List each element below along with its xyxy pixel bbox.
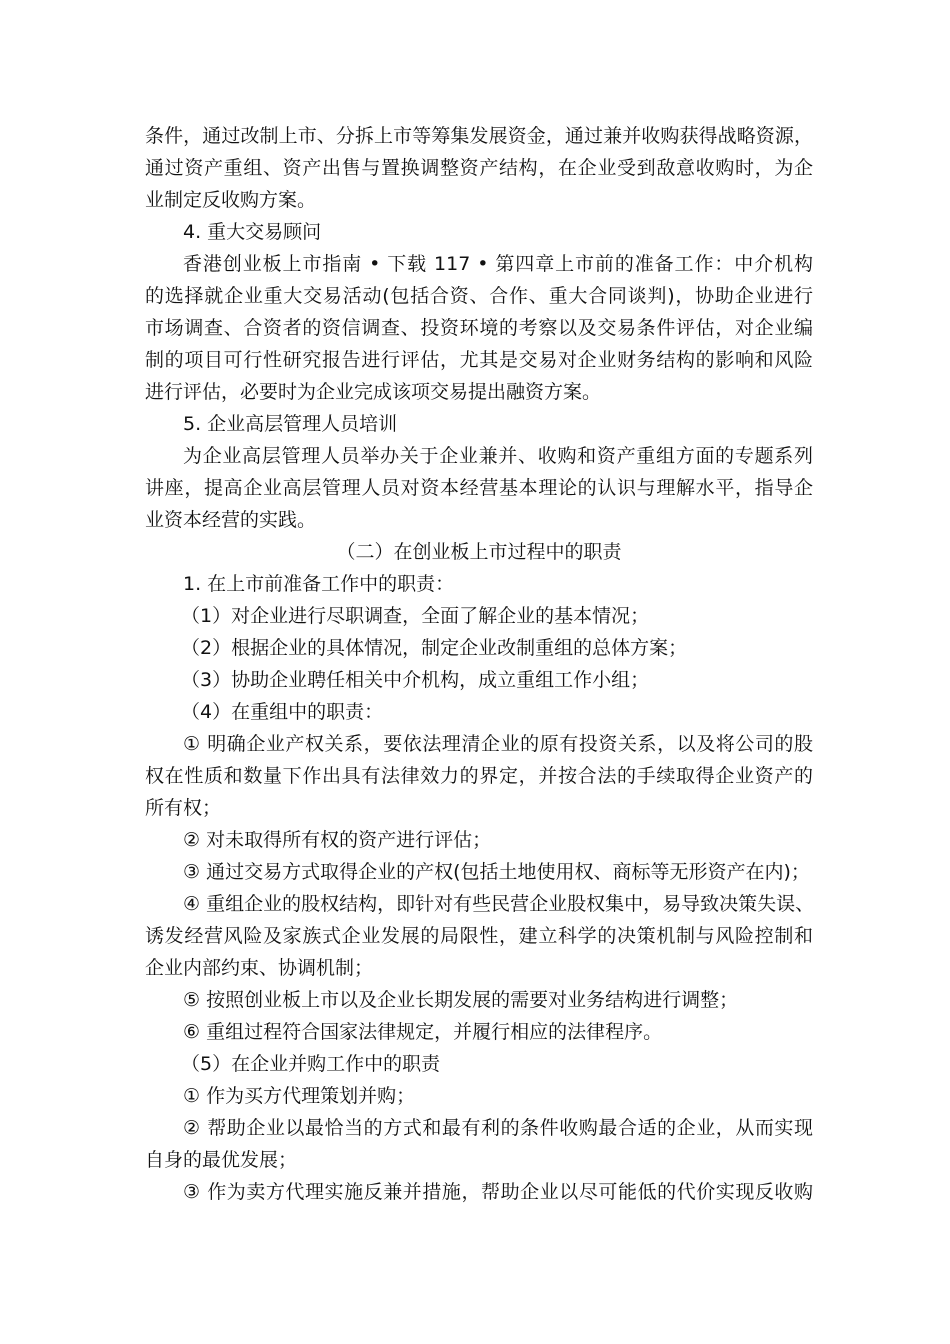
paragraph-line: 条件，通过改制上市、分拆上市等筹集发展资金，通过兼并收购获得战略资源， [145, 125, 813, 147]
list-item: ③ 通过交易方式取得企业的产权(包括土地使用权、商标等无形资产在内)； [183, 861, 810, 883]
paragraph-line: 讲座，提高企业高层管理人员对资本经营基本理论的认识与理解水平，指导企 [145, 477, 813, 499]
paragraph-line: 为企业高层管理人员举办关于企业兼并、收购和资产重组方面的专题系列 [183, 445, 813, 467]
paragraph-line: 市场调查、合资者的资信调查、投资环境的考察以及交易条件评估，对企业编 [145, 317, 813, 339]
paragraph-line: 企业内部约束、协调机制； [145, 957, 374, 979]
list-item: ④ 重组企业的股权结构，即针对有些民营企业股权集中，易导致决策失误、 [183, 893, 815, 915]
list-item: （3）协助企业聘任相关中介机构，成立重组工作小组； [181, 669, 650, 691]
paragraph-line: 所有权； [145, 797, 222, 819]
list-item: （2）根据企业的具体情况，制定企业改制重组的总体方案； [181, 637, 688, 659]
list-item: ③ 作为卖方代理实施反兼并措施，帮助企业以尽可能低的代价实现反收购 [183, 1181, 813, 1203]
list-item: （1）对企业进行尽职调查，全面了解企业的基本情况； [181, 605, 650, 627]
list-item: ② 帮助企业以最恰当的方式和最有利的条件收购最合适的企业，从而实现 [183, 1117, 813, 1139]
list-item: ② 对未取得所有权的资产进行评估； [183, 829, 492, 851]
list-item: ⑤ 按照创业板上市以及企业长期发展的需要对业务结构进行调整； [183, 989, 739, 1011]
paragraph-line: 通过资产重组、资产出售与置换调整资产结构，在企业受到敌意收购时，为企 [145, 157, 813, 179]
paragraph-line: 诱发经营风险及家族式企业发展的局限性，建立科学的决策机制与风险控制和 [145, 925, 813, 947]
subheading-major-transaction-advisor: 4. 重大交易顾问 [183, 221, 322, 243]
paragraph-line: 进行评估，必要时为企业完成该项交易提出融资方案。 [145, 381, 602, 403]
paragraph-line: 香港创业板上市指南 • 下载 117 • 第四章上市前的准备工作：中介机构 [183, 253, 813, 275]
section-title: （二）在创业板上市过程中的职责 [336, 541, 622, 563]
paragraph-line: 制的项目可行性研究报告进行评估，尤其是交易对企业财务结构的影响和风险 [145, 349, 813, 371]
list-item: ① 作为买方代理策划并购； [183, 1085, 416, 1107]
paragraph-line: 业制定反收购方案。 [145, 189, 317, 211]
subheading-executive-training: 5. 企业高层管理人员培训 [183, 413, 398, 435]
list-item: （5）在企业并购工作中的职责 [181, 1053, 441, 1075]
list-item: ① 明确企业产权关系，要依法理清企业的原有投资关系，以及将公司的股 [183, 733, 813, 755]
paragraph-line: 业资本经营的实践。 [145, 509, 317, 531]
paragraph-line: 自身的最优发展； [145, 1149, 298, 1171]
list-heading: 1. 在上市前准备工作中的职责： [183, 573, 455, 595]
document-body [145, 120, 813, 1208]
list-item: ⑥ 重组过程符合国家法律规定，并履行相应的法律程序。 [183, 1021, 663, 1043]
paragraph-line: 的选择就企业重大交易活动(包括合资、合作、重大合同谈判)，协助企业进行 [145, 285, 813, 307]
list-item: （4）在重组中的职责： [181, 701, 384, 723]
paragraph-line: 权在性质和数量下作出具有法律效力的界定，并按合法的手续取得企业资产的 [145, 765, 813, 787]
